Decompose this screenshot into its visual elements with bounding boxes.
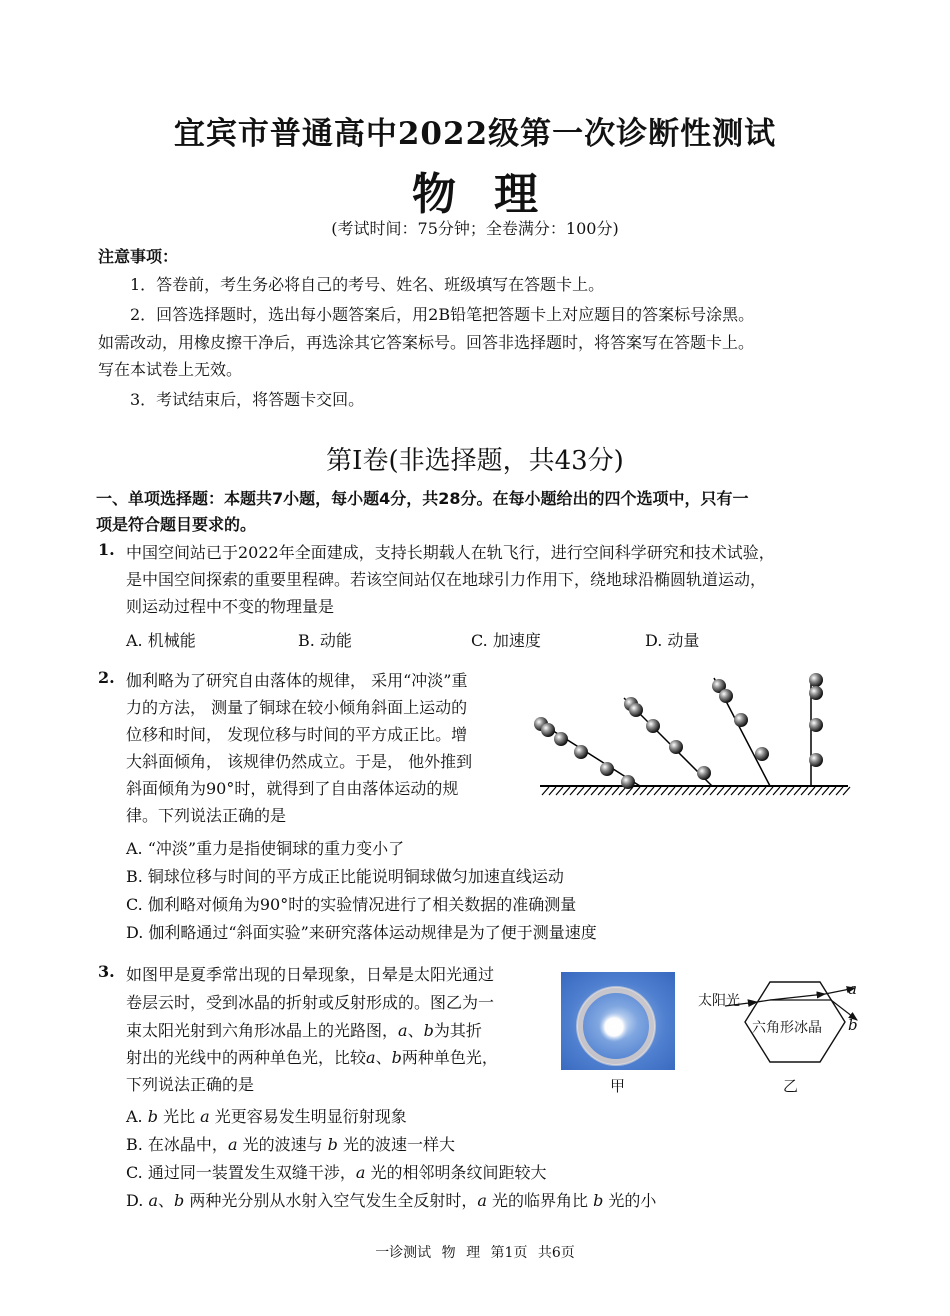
crystal-label: 六角形冰晶 bbox=[752, 1020, 822, 1036]
question-2-option-c: C. 伽利略对倾角为90°时的实验情况进行了相关数据的准确测量 bbox=[126, 895, 577, 914]
page-footer: 一诊测试 物 理 第1页 共6页 bbox=[375, 1245, 575, 1261]
ball bbox=[574, 745, 588, 759]
subject-title: 物理 bbox=[412, 169, 576, 220]
question-3-option-c: C. 通过同一装置发生双缝干涉，a 光的相邻明条纹间距较大 bbox=[126, 1163, 547, 1182]
question-2-line-3: 位移和时间， 发现位移与时间的平方成正比。增 bbox=[126, 725, 468, 744]
ball bbox=[734, 713, 748, 727]
notice-item-2-cont2: 写在本试卷上无效。 bbox=[98, 360, 243, 379]
ball bbox=[669, 740, 683, 754]
ball bbox=[629, 703, 643, 717]
question-1-option-b: B. 动能 bbox=[298, 631, 352, 650]
ball bbox=[541, 723, 555, 737]
question-3-line-4: 射出的光线中的两种单色光，比较a、b两种单色光， bbox=[126, 1048, 498, 1067]
question-1-line-2: 是中国空间探索的重要里程碑。若该空间站仅在地球引力作用下，绕地球沿椭圆轨道运动， bbox=[126, 570, 767, 589]
sunlight-label: 太阳光 bbox=[698, 993, 740, 1009]
question-2-option-a: A. “冲淡”重力是指使铜球的重力变小了 bbox=[126, 839, 405, 858]
ball bbox=[809, 753, 823, 767]
question-2-line-4: 大斜面倾角， 该规律仍然成立。于是， 他外推到 bbox=[126, 752, 473, 771]
ball bbox=[697, 766, 711, 780]
ray-b-label: b bbox=[848, 1016, 858, 1034]
sun-halo-photo bbox=[561, 972, 675, 1070]
question-3-option-b: B. 在冰晶中，a 光的波速与 b 光的波速一样大 bbox=[126, 1135, 456, 1154]
question-1-number: 1. bbox=[98, 540, 115, 559]
ball bbox=[600, 762, 614, 776]
ball bbox=[621, 775, 635, 789]
question-2-option-d: D. 伽利略通过“斜面实验”来研究落体运动规律是为了便于测量速度 bbox=[126, 923, 597, 942]
question-3-line-1: 如图甲是夏季常出现的日晕现象，日晕是太阳光通过 bbox=[126, 965, 495, 984]
question-1-option-a: A. 机械能 bbox=[126, 631, 196, 650]
question-2-number: 2. bbox=[98, 668, 115, 687]
figure-label-jia: 甲 bbox=[610, 1077, 626, 1095]
question-3-line-5: 下列说法正确的是 bbox=[126, 1075, 255, 1094]
question-3-number: 3. bbox=[98, 962, 115, 981]
notice-item-3: 3．考试结束后，将答题卡交回。 bbox=[130, 390, 365, 409]
ball bbox=[719, 689, 733, 703]
ball bbox=[755, 747, 769, 761]
section-title: 第Ⅰ卷(非选择题，共43分) bbox=[326, 446, 624, 476]
question-2-line-6: 律。下列说法正确的是 bbox=[126, 806, 287, 825]
question-1-line-3: 则运动过程中不变的物理量是 bbox=[126, 597, 335, 616]
notice-item-2: 2．回答选择题时，选出每小题答案后，用2B铅笔把答题卡上对应题目的答案标号涂黑。 bbox=[130, 305, 755, 324]
exam-info: (考试时间：75分钟；全卷满分：100分) bbox=[331, 219, 619, 238]
ground-line bbox=[540, 786, 850, 795]
part1-heading-cont: 项是符合题目要求的。 bbox=[96, 515, 257, 534]
question-2-line-1: 伽利略为了研究自由落体的规律， 采用“冲淡”重 bbox=[126, 671, 468, 690]
question-3-option-a: A. b 光比 a 光更容易发生明显衍射现象 bbox=[126, 1107, 407, 1126]
figure-label-yi: 乙 bbox=[783, 1077, 799, 1095]
notice-item-2-cont: 如需改动，用橡皮擦干净后，再选涂其它答案标号。回答非选择题时，将答案写在答题卡上。 bbox=[98, 333, 755, 352]
part1-heading: 一、单项选择题：本题共7小题，每小题4分，共28分。在每小题给出的四个选项中，只有一 bbox=[96, 489, 749, 508]
ball bbox=[646, 719, 660, 733]
question-3-line-3: 束太阳光射到六角形冰晶上的光路图，a、b为其折 bbox=[126, 1021, 482, 1040]
question-1-option-c: C. 加速度 bbox=[471, 631, 541, 650]
ray-a-label: a bbox=[848, 980, 857, 998]
question-2-line-5: 斜面倾角为90°时，就得到了自由落体运动的规 bbox=[126, 779, 459, 798]
document-title: 宜宾市普通高中2022级第一次诊断性测试 bbox=[173, 116, 777, 152]
copper-balls bbox=[534, 673, 823, 789]
question-2-option-b: B. 铜球位移与时间的平方成正比能说明铜球做匀加速直线运动 bbox=[126, 867, 564, 886]
incline-lines bbox=[536, 676, 811, 786]
notice-heading: 注意事项： bbox=[98, 247, 179, 266]
ball bbox=[554, 732, 568, 746]
notice-item-1: 1．答卷前，考生务必将自己的考号、姓名、班级填写在答题卡上。 bbox=[130, 275, 605, 294]
question-2-line-2: 力的方法， 测量了铜球在较小倾角斜面上运动的 bbox=[126, 698, 468, 717]
question-1-option-d: D. 动量 bbox=[645, 631, 700, 650]
question-1-line-1: 中国空间站已于2022年全面建成，支持长期载人在轨飞行，进行空间科学研究和技术试验， bbox=[126, 543, 775, 562]
ball bbox=[809, 673, 823, 687]
ball bbox=[809, 686, 823, 700]
question-3-line-2: 卷层云时，受到冰晶的折射或反射形成的。图乙为一 bbox=[126, 993, 495, 1012]
question-3-option-d: D. a、b 两种光分别从水射入空气发生全反射时，a 光的临界角比 b 光的小 bbox=[126, 1191, 657, 1210]
galileo-incline-figure bbox=[530, 668, 855, 798]
ball bbox=[809, 718, 823, 732]
